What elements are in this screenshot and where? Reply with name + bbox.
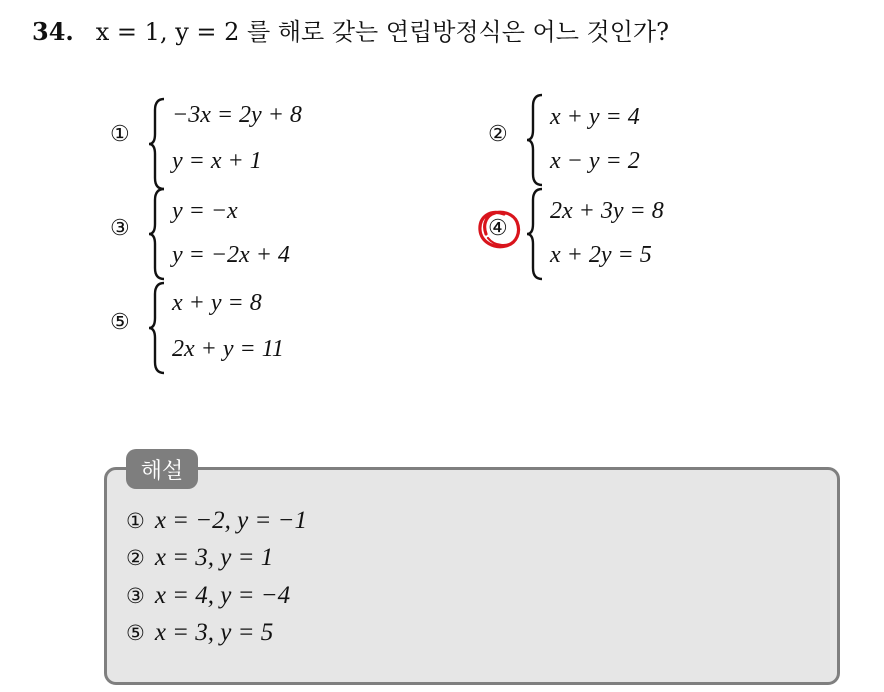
solution-line-4-mark: ⑤	[126, 621, 145, 645]
solution-label: 해설	[126, 449, 198, 489]
solution-line-3-mark: ③	[126, 584, 145, 608]
question-text: 를 해로 갖는 연립방정식은 어느 것인가?	[239, 18, 669, 46]
solution-line-4-text: x = 3, y = 5	[154, 619, 274, 646]
solution-line-1	[126, 507, 307, 535]
choice-2[interactable]	[488, 92, 728, 188]
solution-line-3	[126, 582, 290, 610]
solution-line-2-text: x = 3, y = 1	[154, 544, 274, 571]
answer-circle-icon	[474, 204, 526, 254]
solution-line-3-text: x = 4, y = −4	[154, 582, 291, 609]
choice-3[interactable]	[110, 186, 370, 282]
solution-line-2-mark: ②	[126, 546, 145, 570]
brace-icon	[148, 280, 168, 376]
choice-1-eq1: −3x = 2y + 8	[172, 102, 302, 128]
question-header	[32, 12, 669, 47]
question-condition: x = 1, y = 2	[95, 18, 240, 46]
choice-5-eq2: 2x + y = 11	[172, 336, 284, 362]
solution-line-1-mark: ①	[126, 509, 145, 533]
brace-icon	[526, 186, 546, 282]
choice-5[interactable]	[110, 280, 370, 376]
brace-icon	[148, 186, 168, 282]
brace-icon	[148, 96, 168, 192]
choice-3-eq1: y = −x	[172, 198, 238, 224]
solution-line-1-text: x = −2, y = −1	[154, 507, 308, 534]
choice-3-eq2: y = −2x + 4	[172, 242, 290, 268]
choice-1[interactable]	[110, 96, 370, 192]
brace-icon	[526, 92, 546, 188]
choice-1-eq2: y = x + 1	[172, 148, 262, 174]
choice-3-number: ③	[110, 216, 130, 241]
choice-2-eq1: x + y = 4	[550, 104, 640, 130]
choice-2-number: ②	[488, 122, 508, 147]
question-number: 34.	[32, 17, 74, 46]
solution-line-2	[126, 544, 273, 572]
solution-box	[104, 467, 840, 685]
solution-line-4	[126, 619, 273, 647]
choice-4-eq2: x + 2y = 5	[550, 242, 652, 268]
choice-5-eq1: x + y = 8	[172, 290, 262, 316]
choice-5-number: ⑤	[110, 310, 130, 335]
choice-2-eq2: x − y = 2	[550, 148, 640, 174]
choice-1-number: ①	[110, 122, 130, 147]
choice-4-number: ④	[488, 216, 508, 241]
choice-4-eq1: 2x + 3y = 8	[550, 198, 664, 224]
